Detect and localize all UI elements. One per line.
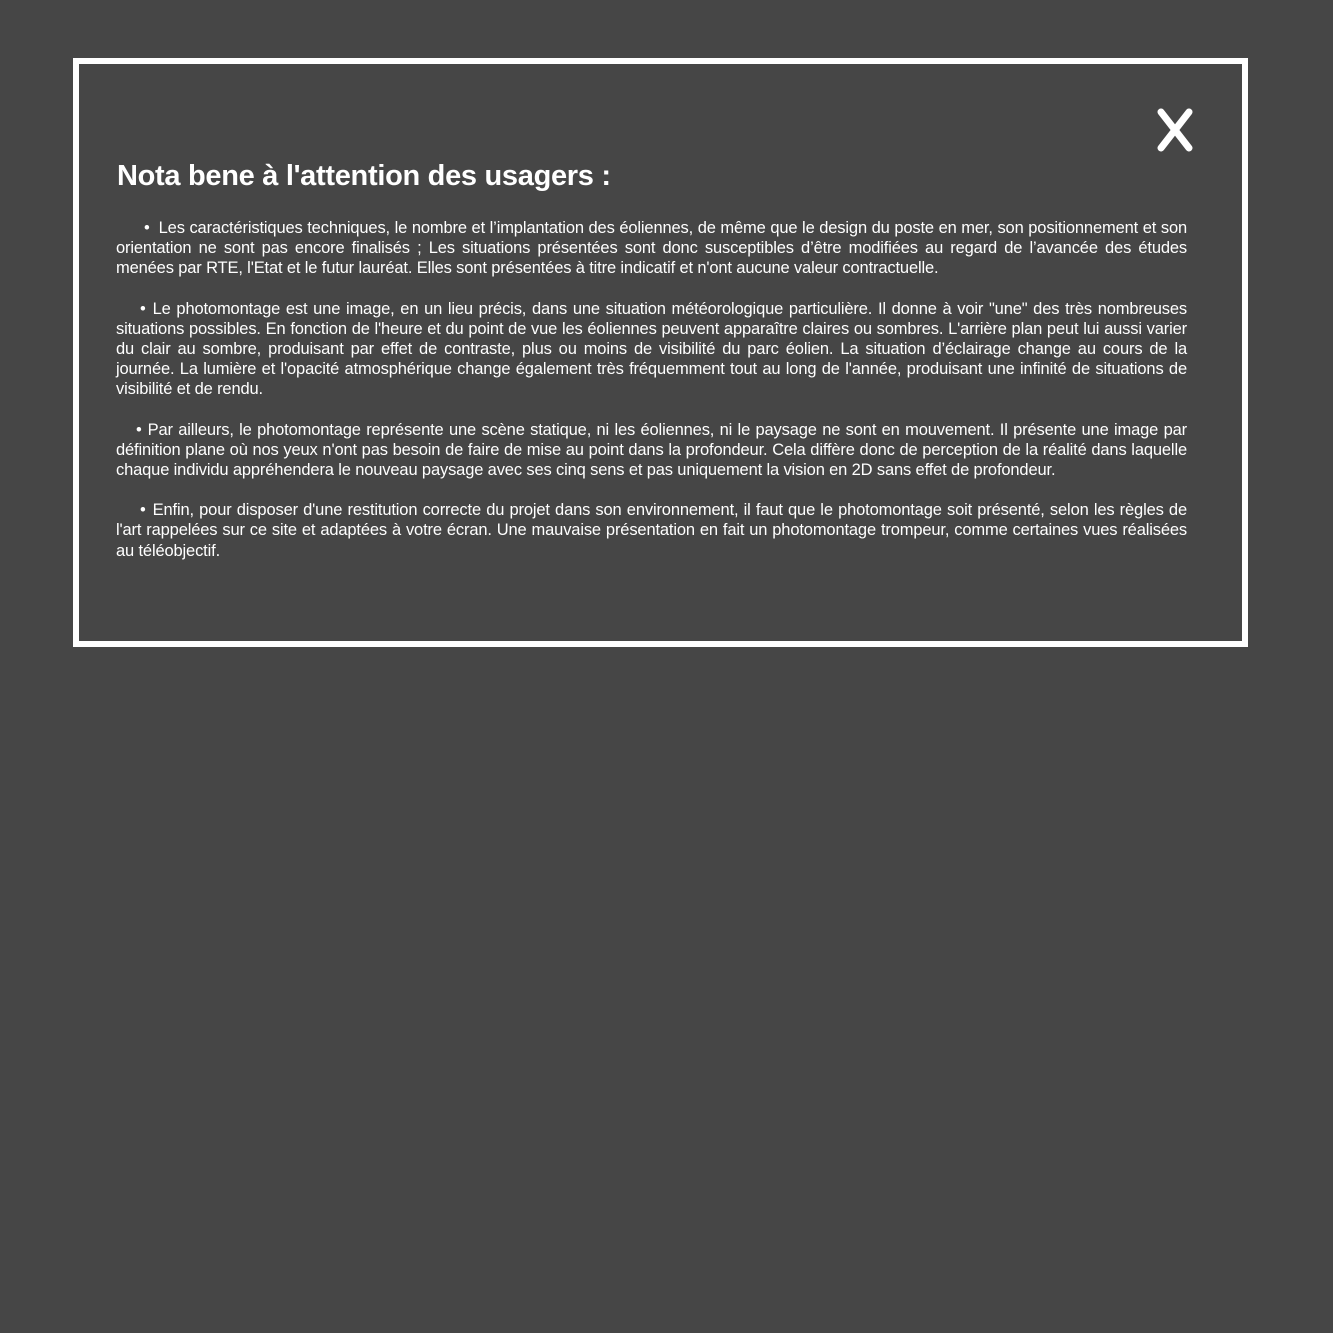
- paragraph-text: Par ailleurs, le photomontage représente une scène statique, ni les éoliennes, ni le paysage ne sont en mouvement. Il présente une image par définition plane où nos yeux n'ont pas besoin de faire de mise au point dans la profondeur. Cela diffère donc de perception de la réalité dans laquelle chaque individu appréhendera le nouveau paysage avec ses cinq sens et pas uniquement la vision en 2D sans effet de profondeur.: [116, 420, 1187, 480]
- paragraph-correct-restitution: [116, 500, 1187, 561]
- close-icon: [1157, 108, 1193, 152]
- paragraph-static-scene: [116, 420, 1187, 481]
- paragraph-technical-characteristics: [116, 218, 1187, 279]
- bullet: •: [140, 501, 146, 520]
- modal-title: Nota bene à l'attention des usagers :: [117, 160, 611, 192]
- disclaimer-modal: [73, 58, 1248, 647]
- close-button[interactable]: [1157, 108, 1193, 152]
- modal-content: [116, 218, 1187, 581]
- paragraph-text: Le photomontage est une image, en un lieu précis, dans une situation météorologique particulière. Il donne à voir "une" des très nombreuses situations possibles. En fonction de l'heure et du point de vue les éoliennes peuvent apparaître claires ou sombres. L'arrière plan peut lui aussi varier du clair au sombre, produisant par effet de contraste, plus ou moins de visibilité du parc éolien. La situation d’éclairage change au cours de la journée. La lumière et l'opacité atmosphérique change également très fréquemment tout au long de l'année, produisant une infinité de situations de visibilité et de rendu.: [116, 299, 1187, 399]
- paragraph-photomontage-image: [116, 299, 1187, 400]
- bullet: •: [144, 219, 150, 237]
- paragraph-text: Enfin, pour disposer d'une restitution correcte du projet dans son environnement, il faut que le photomontage soit présenté, selon les règles de l'art rappelées sur ce site et adaptées à votre écran. Une mauvaise présentation en fait un photomontage trompeur, comme certaines vues réalisées au téléobjectif.: [116, 501, 1187, 560]
- bullet: •: [136, 420, 142, 439]
- bullet: •: [140, 299, 146, 318]
- paragraph-text: Les caractéristiques techniques, le nombre et l’implantation des éoliennes, de même que le design du poste en mer, son positionnement et son orientation ne sont pas encore finalisés ; Les situations présentées sont donc susceptibles d’être modifiées au regard de l’avancée des études menées par RTE, l'Etat et le futur lauréat. Elles sont présentées à titre indicatif et n'ont aucune valeur contractuelle.: [116, 219, 1187, 278]
